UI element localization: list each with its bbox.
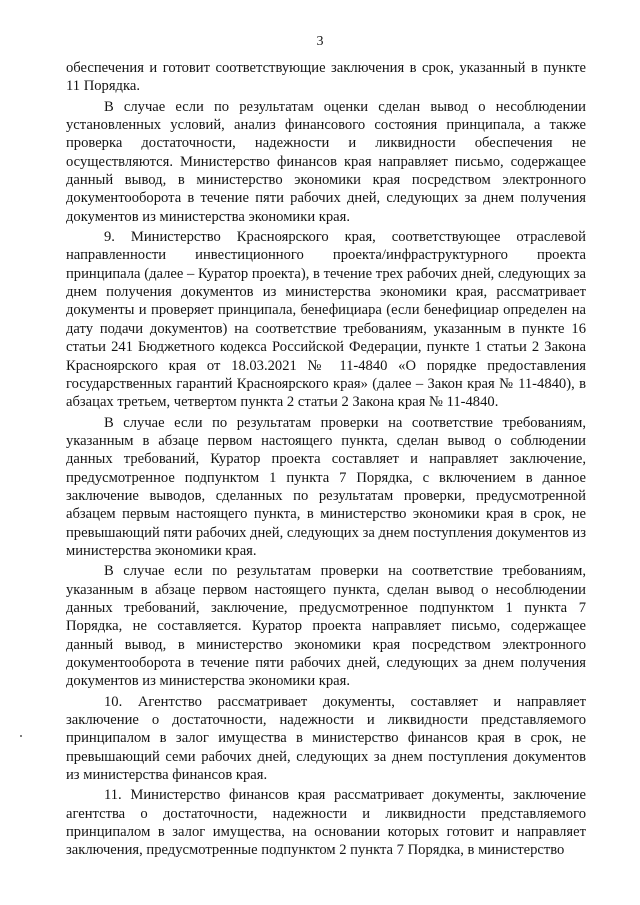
paragraph-assessment-negative: В случае если по результатам оценки сделан вывод о несоблюдении установленных условий, анализ финансового состояния принципала, а также проверка достаточности, надежности и ликвидности обеспечения не осуществляются. Министерство финансов края направляет письмо, содержащее данный вывод, в министерство экономики края посредством электронного документооборота в течение пяти рабочих дней, следующих за днем получения документов из министерства экономики края. [66,98,586,225]
paragraph-item-10: 10. Агентство рассматривает документы, составляет и направляет заключение о достаточности, надежности и ликвидности представляемого принципалом в залог имущества в министерство финансов края в срок, не превышающий семи рабочих дней, следующих за днем поступления документов из министерства финансов края. [66,693,586,784]
document-body [66,59,586,860]
scan-speck [20,735,22,737]
paragraph-item-11: 11. Министерство финансов края рассматривает документы, заключение агентства о достаточности, надежности и ликвидности представляемого принципалом в залог имущества, на основании которых готовит и направляет заключения, предусмотренные подпунктом 2 пункта 7 Порядка, в министерство [66,787,586,859]
paragraph-item-9: 9. Министерство Красноярского края, соответствующее отраслевой направленности инвестиционного проекта/инфраструктурного проекта принципала (далее – Куратор проекта), в течение трех рабочих дней, следующих за днем получения документов из министерства экономики края, рассматривает документы и проверяет принципала, бенефициара (если бенефициар определен на дату подачи документов) на соответствие требованиям, указанным в пункте 16 статьи 241 Бюджетного кодекса Российской Федерации, пункте 1 статьи 2 Закона Красноярского края от 18.03.2021 № 11-4840 «О порядке предоставления государственных гарантий Красноярского края» (далее – Закон края № 11-4840), в абзацах третьем, четвертом пункта 2 статьи 2 Закона края № 11-4840. [66,229,586,411]
paragraph-item-9-compliance: В случае если по результатам проверки на соответствие требованиям, указанным в абзаце первом настоящего пункта, сделан вывод о соблюдении данных требований, Куратор проекта составляет и направляет заключение, предусмотренное подпунктом 1 пункта 7 Порядка, с включением в данное заключение выводов, сделанных по результатам проверки, предусмотренной абзацем первым настоящего пункта, в министерство экономики края в срок, не превышающий пяти рабочих дней, следующих за днем поступления документов из министерства экономики края. [66,414,586,559]
paragraph-continuation: обеспечения и готовит соответствующие заключения в срок, указанный в пункте 11 Порядка. [66,60,586,95]
page-number: 3 [316,34,324,49]
paragraph-item-9-noncompliance: В случае если по результатам проверки на соответствие требованиям, указанным в абзаце первом настоящего пункта, сделан вывод о несоблюдении данных требований, заключение, предусмотренное подпунктом 1 пункта 7 Порядка, не составляется. Куратор проекта направляет письмо, содержащее данный вывод, в министерство экономики края посредством электронного документооборота в течение пяти рабочих дней, следующих за днем получения документов из министерства экономики края. [66,563,586,690]
